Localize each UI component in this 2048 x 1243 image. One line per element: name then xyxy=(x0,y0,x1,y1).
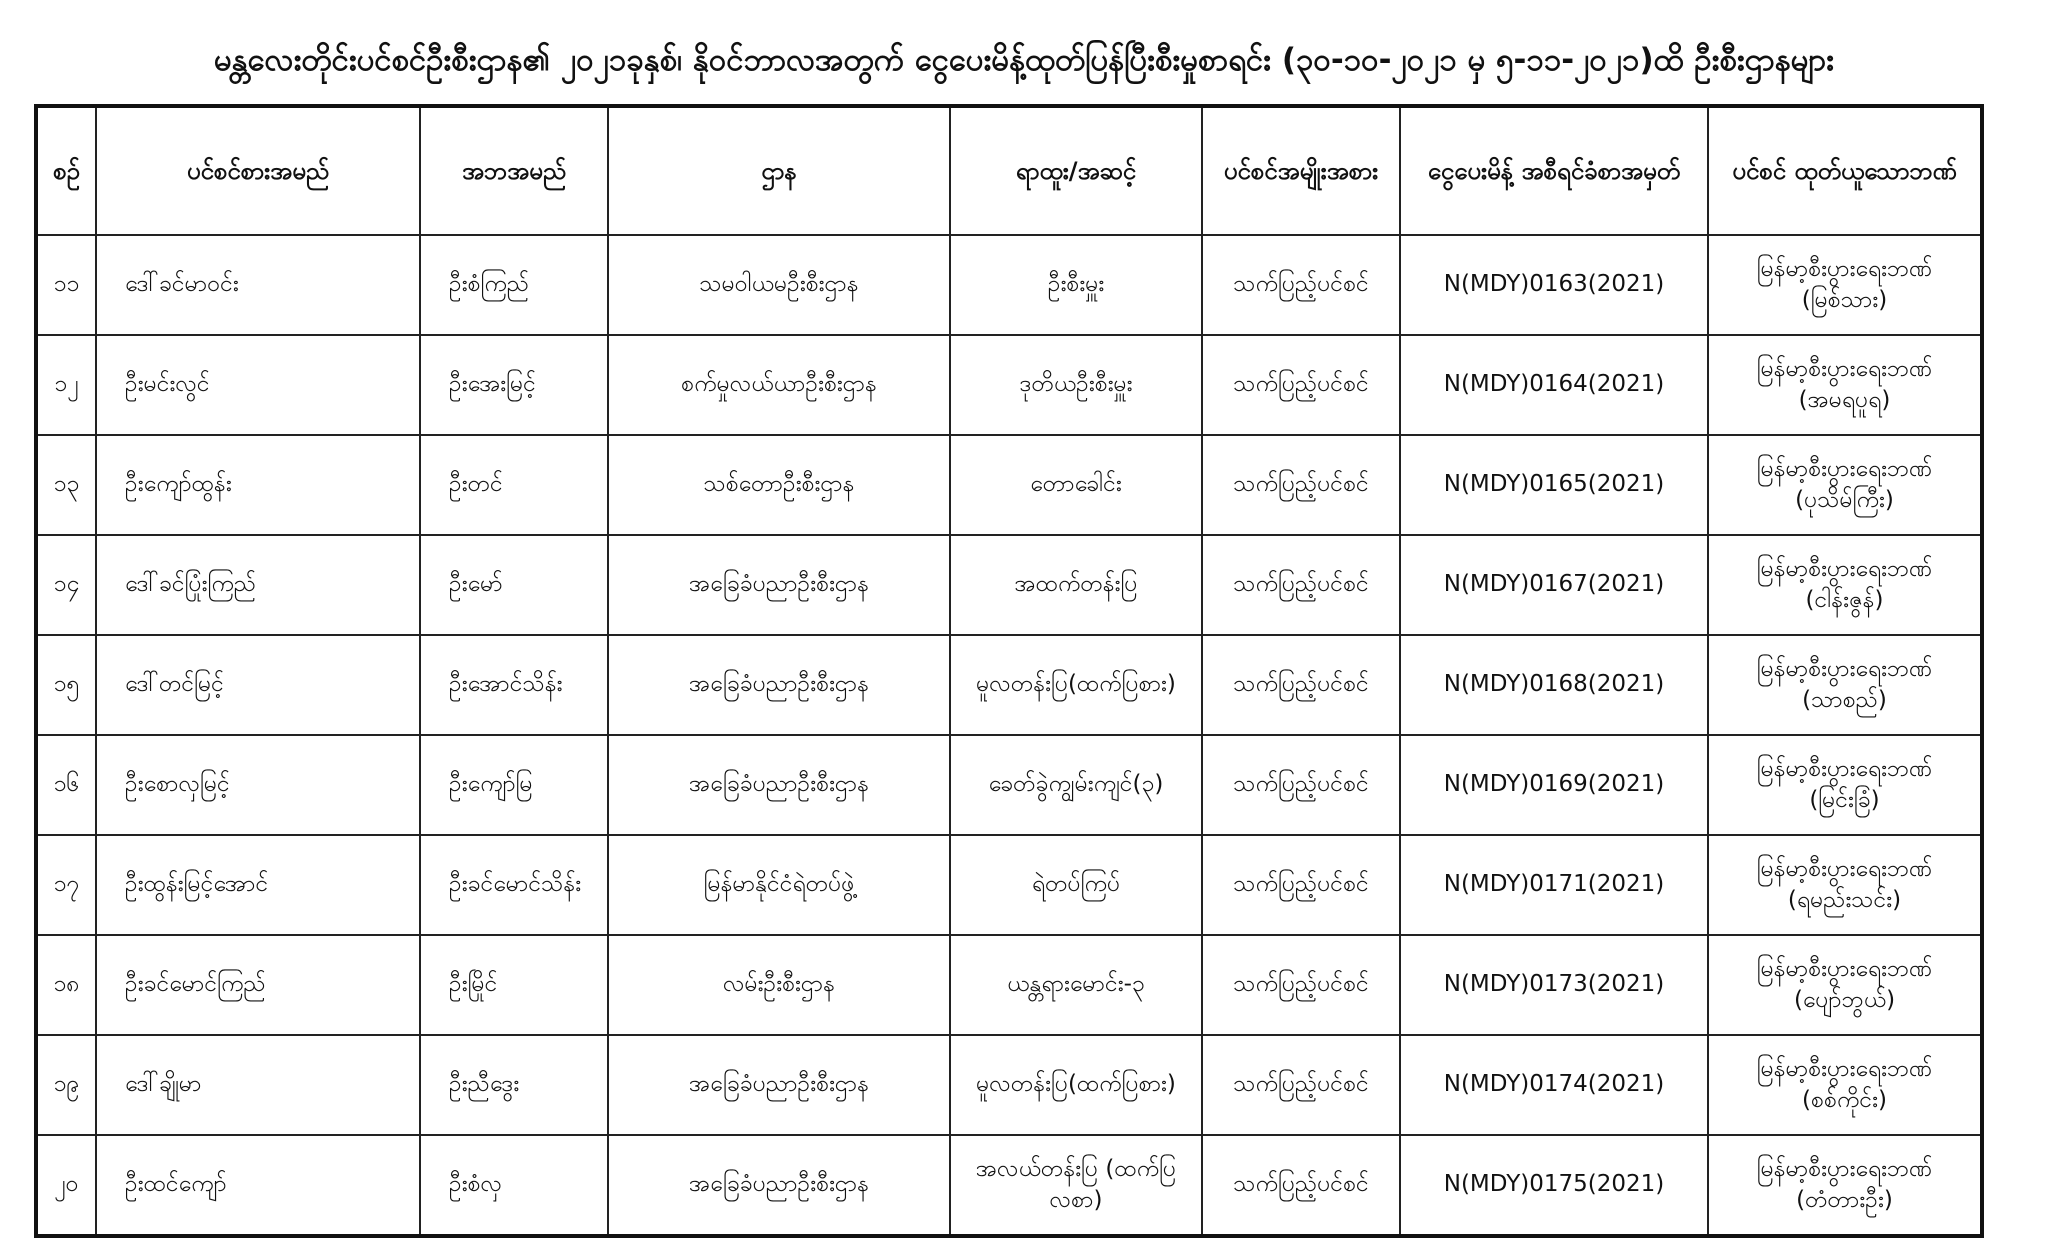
cell-department: အခြေခံပညာဦးစီးဌာန xyxy=(608,1135,950,1236)
cell-pensioner-name: ဒေါ်ချိုမာ xyxy=(96,1035,420,1135)
cell-department: အခြေခံပညာဦးစီးဌာန xyxy=(608,1035,950,1135)
cell-report-number: N(MDY)0169(2021) xyxy=(1400,735,1708,835)
cell-pension-type: သက်ပြည့်ပင်စင် xyxy=(1202,535,1400,635)
cell-bank xyxy=(1708,435,1982,535)
cell-serial: ၁၃ xyxy=(36,435,96,535)
cell-rank: တောခေါင်း xyxy=(950,435,1202,535)
header-pension-type: ပင်စင်အမျိုးအစား xyxy=(1202,106,1400,235)
cell-father-name: ဦးကျော်မြ xyxy=(420,735,608,835)
table-row xyxy=(36,435,1982,535)
cell-rank: ဦးစီးမှူး xyxy=(950,235,1202,335)
cell-pensioner-name: ဦးမင်းလွင် xyxy=(96,335,420,435)
table-row xyxy=(36,1135,1982,1236)
header-serial: စဉ် xyxy=(36,106,96,235)
cell-pension-type: သက်ပြည့်ပင်စင် xyxy=(1202,635,1400,735)
cell-pension-type: သက်ပြည့်ပင်စင် xyxy=(1202,1135,1400,1236)
cell-father-name: ဦးမြိုင် xyxy=(420,935,608,1035)
cell-report-number: N(MDY)0175(2021) xyxy=(1400,1135,1708,1236)
cell-serial: ၁၇ xyxy=(36,835,96,935)
cell-pensioner-name: ဦးထွန်းမြင့်အောင် xyxy=(96,835,420,935)
bank-branch: (အမရပူရ) xyxy=(1798,387,1891,413)
cell-pension-type: သက်ပြည့်ပင်စင် xyxy=(1202,435,1400,535)
table-row xyxy=(36,235,1982,335)
cell-serial: ၁၅ xyxy=(36,635,96,735)
cell-department: မြန်မာနိုင်ငံရဲတပ်ဖွဲ့ xyxy=(608,835,950,935)
cell-department: အခြေခံပညာဦးစီးဌာန xyxy=(608,635,950,735)
cell-serial: ၁၄ xyxy=(36,535,96,635)
table-row xyxy=(36,1035,1982,1135)
bank-branch: (သာစည်) xyxy=(1802,687,1887,713)
cell-pensioner-name: ဒေါ်ခင်ပြုံးကြည် xyxy=(96,535,420,635)
cell-pension-type: သက်ပြည့်ပင်စင် xyxy=(1202,235,1400,335)
pension-table xyxy=(34,104,1984,1238)
bank-name: မြန်မာ့စီးပွားရေးဘဏ် xyxy=(1756,455,1933,482)
cell-bank xyxy=(1708,1135,1982,1236)
cell-pension-type: သက်ပြည့်ပင်စင် xyxy=(1202,335,1400,435)
cell-father-name: ဦးညီဒွေး xyxy=(420,1035,608,1135)
cell-serial: ၁၆ xyxy=(36,735,96,835)
bank-name: မြန်မာ့စီးပွားရေးဘဏ် xyxy=(1756,755,1933,782)
table-row xyxy=(36,835,1982,935)
bank-name: မြန်မာ့စီးပွားရေးဘဏ် xyxy=(1756,355,1933,382)
cell-department: သမဝါယမဦးစီးဌာန xyxy=(608,235,950,335)
cell-father-name: ဦးမော် xyxy=(420,535,608,635)
cell-rank: မူလတန်းပြ(ထက်ပြစား) xyxy=(950,635,1202,735)
document-title: မန္တလေးတိုင်းပင်စင်ဦးစီးဌာန၏ ၂၀၂၁ခုနှစ်၊ နိုဝင်ဘာလအတွက် ငွေပေးမိန့်ထုတ်ပြန်ပြီးစီးမှုစာရင်း (၃၀-၁၀-၂၀၂၁ မှ ၅-၁၁-၂၀၂၁)ထိ ဦးစီးဌာနများ xyxy=(213,42,1834,78)
cell-father-name: ဦးတင် xyxy=(420,435,608,535)
bank-branch: (မြင်းခြံ) xyxy=(1809,787,1880,813)
cell-pension-type: သက်ပြည့်ပင်စင် xyxy=(1202,935,1400,1035)
cell-bank xyxy=(1708,335,1982,435)
table-row xyxy=(36,935,1982,1035)
cell-rank: ခေတ်ခွဲကျွမ်းကျင်(၃) xyxy=(950,735,1202,835)
bank-name: မြန်မာ့စီးပွားရေးဘဏ် xyxy=(1756,655,1933,682)
bank-branch: (ပုသိမ်ကြီး) xyxy=(1795,487,1894,513)
bank-branch: (မြစ်သား) xyxy=(1801,287,1888,313)
cell-pensioner-name: ဦးခင်မောင်ကြည် xyxy=(96,935,420,1035)
cell-department: သစ်တောဦးစီးဌာန xyxy=(608,435,950,535)
cell-bank xyxy=(1708,235,1982,335)
cell-bank xyxy=(1708,735,1982,835)
cell-father-name: ဦးစံလှ xyxy=(420,1135,608,1236)
cell-serial: ၁၁ xyxy=(36,235,96,335)
cell-pensioner-name: ဒေါ်ခင်မာဝင်း xyxy=(96,235,420,335)
cell-pensioner-name: ဦးကျော်ထွန်း xyxy=(96,435,420,535)
bank-name: မြန်မာ့စီးပွားရေးဘဏ် xyxy=(1756,1055,1933,1082)
cell-father-name: ဦးအောင်သိန်း xyxy=(420,635,608,735)
table-row xyxy=(36,635,1982,735)
table-header-row xyxy=(36,106,1982,235)
table-row xyxy=(36,335,1982,435)
table-row xyxy=(36,535,1982,635)
cell-report-number: N(MDY)0164(2021) xyxy=(1400,335,1708,435)
cell-report-number: N(MDY)0165(2021) xyxy=(1400,435,1708,535)
bank-name: မြန်မာ့စီးပွားရေးဘဏ် xyxy=(1756,955,1933,982)
cell-department: စက်မှုလယ်ယာဦးစီးဌာန xyxy=(608,335,950,435)
cell-serial: ၁၉ xyxy=(36,1035,96,1135)
cell-father-name: ဦးစံကြည် xyxy=(420,235,608,335)
cell-pension-type: သက်ပြည့်ပင်စင် xyxy=(1202,835,1400,935)
bank-branch: (တံတားဦး) xyxy=(1796,1187,1893,1213)
cell-report-number: N(MDY)0173(2021) xyxy=(1400,935,1708,1035)
cell-rank: ရဲတပ်ကြပ် xyxy=(950,835,1202,935)
cell-serial: ၁၈ xyxy=(36,935,96,1035)
cell-bank xyxy=(1708,835,1982,935)
bank-name: မြန်မာ့စီးပွားရေးဘဏ် xyxy=(1756,255,1933,282)
cell-bank xyxy=(1708,1035,1982,1135)
cell-report-number: N(MDY)0168(2021) xyxy=(1400,635,1708,735)
cell-rank: ယန္တရားမောင်း-၃ xyxy=(950,935,1202,1035)
cell-father-name: ဦးခင်မောင်သိန်း xyxy=(420,835,608,935)
cell-pensioner-name: ဦးစောလှမြင့် xyxy=(96,735,420,835)
cell-rank: မူလတန်းပြ(ထက်ပြစား) xyxy=(950,1035,1202,1135)
cell-report-number: N(MDY)0163(2021) xyxy=(1400,235,1708,335)
cell-serial: ၁၂ xyxy=(36,335,96,435)
header-report-number: ငွေပေးမိန့် အစီရင်ခံစာအမှတ် xyxy=(1400,106,1708,235)
header-bank: ပင်စင် ထုတ်ယူသောဘဏ် xyxy=(1708,106,1982,235)
header-father-name: အဘအမည် xyxy=(420,106,608,235)
cell-rank: ဒုတိယဦးစီးမှူး xyxy=(950,335,1202,435)
cell-department: လမ်းဦးစီးဌာန xyxy=(608,935,950,1035)
header-pensioner-name: ပင်စင်စားအမည် xyxy=(96,106,420,235)
cell-department: အခြေခံပညာဦးစီးဌာန xyxy=(608,735,950,835)
cell-serial: ၂၀ xyxy=(36,1135,96,1236)
cell-rank: အလယ်တန်းပြ (ထက်ပြလစာ) xyxy=(950,1135,1202,1236)
bank-branch: (စစ်ကိုင်း) xyxy=(1802,1087,1887,1113)
bank-name: မြန်မာ့စီးပွားရေးဘဏ် xyxy=(1756,555,1933,582)
cell-pensioner-name: ဒေါ်တင်မြင့် xyxy=(96,635,420,735)
header-rank: ရာထူး/အဆင့် xyxy=(950,106,1202,235)
cell-report-number: N(MDY)0171(2021) xyxy=(1400,835,1708,935)
header-department: ဌာန xyxy=(608,106,950,235)
bank-branch: (ရမည်းသင်း) xyxy=(1787,887,1902,913)
cell-rank: အထက်တန်းပြ xyxy=(950,535,1202,635)
table-row xyxy=(36,735,1982,835)
cell-report-number: N(MDY)0174(2021) xyxy=(1400,1035,1708,1135)
cell-father-name: ဦးအေးမြင့် xyxy=(420,335,608,435)
table-body xyxy=(36,235,1982,1236)
cell-pension-type: သက်ပြည့်ပင်စင် xyxy=(1202,735,1400,835)
cell-bank xyxy=(1708,535,1982,635)
cell-bank xyxy=(1708,935,1982,1035)
bank-branch: (ငါန်းဇွန်) xyxy=(1805,587,1884,613)
cell-pensioner-name: ဦးထင်ကျော် xyxy=(96,1135,420,1236)
bank-branch: (ပျော်ဘွယ်) xyxy=(1793,987,1896,1013)
cell-department: အခြေခံပညာဦးစီးဌာန xyxy=(608,535,950,635)
cell-report-number: N(MDY)0167(2021) xyxy=(1400,535,1708,635)
cell-bank xyxy=(1708,635,1982,735)
cell-pension-type: သက်ပြည့်ပင်စင် xyxy=(1202,1035,1400,1135)
bank-name: မြန်မာ့စီးပွားရေးဘဏ် xyxy=(1756,855,1933,882)
bank-name: မြန်မာ့စီးပွားရေးဘဏ် xyxy=(1756,1155,1933,1182)
